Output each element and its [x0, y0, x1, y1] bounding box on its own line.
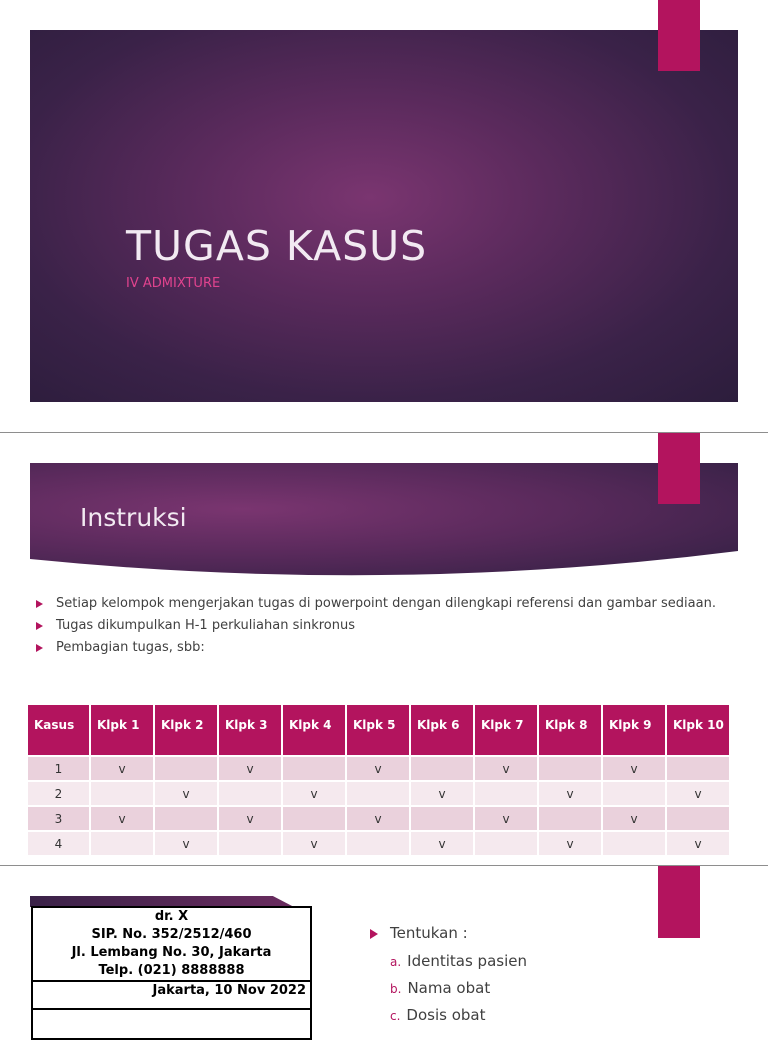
assignment-cell	[282, 756, 346, 781]
assignment-cell: v	[538, 781, 602, 806]
task-item: c. Dosis obat	[390, 1006, 486, 1024]
assignment-cell	[474, 831, 538, 856]
task-heading: Tentukan :	[370, 924, 527, 952]
header-cell: Klpk 7	[474, 704, 538, 756]
table-row	[27, 781, 730, 806]
slide-subtitle: IV ADMIXTURE	[126, 276, 221, 291]
assignment-cell	[410, 806, 474, 831]
assignment-cell	[410, 756, 474, 781]
assignment-cell: v	[474, 756, 538, 781]
assignment-cell: v	[346, 806, 410, 831]
title-slide	[30, 30, 738, 402]
task-item: a. Identitas pasien	[390, 952, 527, 970]
assignment-cell: v	[410, 831, 474, 856]
header-cell: Klpk 5	[346, 704, 410, 756]
prescription-card	[31, 906, 312, 1040]
kasus-cell: 2	[27, 781, 90, 806]
instruction-item: Pembagian tugas, sbb:	[36, 640, 726, 656]
assignment-cell	[474, 781, 538, 806]
assignment-cell	[282, 806, 346, 831]
header-cell: Kasus	[27, 704, 90, 756]
assignment-cell	[154, 806, 218, 831]
assignment-cell	[602, 781, 666, 806]
table-header-row	[27, 704, 730, 756]
assignment-cell	[346, 781, 410, 806]
accent-tab	[658, 866, 700, 938]
assignment-cell	[90, 831, 154, 856]
assignment-cell	[538, 756, 602, 781]
task-item: b. Nama obat	[390, 979, 491, 997]
bullet-arrow-icon	[370, 929, 378, 939]
accent-tab	[658, 433, 700, 504]
assignment-cell: v	[90, 806, 154, 831]
kasus-cell: 3	[27, 806, 90, 831]
header-cell: Klpk 10	[666, 704, 730, 756]
kasus-cell: 4	[27, 831, 90, 856]
assignment-cell: v	[410, 781, 474, 806]
assignment-cell: v	[538, 831, 602, 856]
assignment-cell: v	[602, 806, 666, 831]
assignment-cell: v	[282, 831, 346, 856]
doctor-phone: Telp. (021) 8888888	[98, 963, 245, 978]
prescription-divider	[33, 1008, 310, 1010]
assignment-cell	[90, 781, 154, 806]
assignment-cell	[538, 806, 602, 831]
instruction-item: Setiap kelompok mengerjakan tugas di powerpoint dengan dilengkapi referensi dan gambar sediaan.	[36, 596, 726, 612]
assignment-cell: v	[282, 781, 346, 806]
bullet-arrow-icon	[36, 622, 43, 630]
doctor-sip: SIP. No. 352/2512/460	[91, 927, 252, 942]
assignment-cell: v	[602, 756, 666, 781]
assignment-cell	[218, 831, 282, 856]
assignment-cell	[602, 831, 666, 856]
doctor-name: dr. X	[154, 909, 189, 924]
accent-tab	[658, 0, 700, 71]
assignment-cell	[666, 756, 730, 781]
bullet-arrow-icon	[36, 644, 43, 652]
instruksi-title: Instruksi	[80, 503, 187, 532]
slide-divider	[0, 432, 768, 433]
assignment-cell: v	[90, 756, 154, 781]
assignment-cell: v	[154, 831, 218, 856]
table-row	[27, 831, 730, 856]
prescription-date: Jakarta, 10 Nov 2022	[152, 983, 306, 998]
header-cell: Klpk 2	[154, 704, 218, 756]
task-list	[370, 924, 527, 1033]
assignment-cell	[218, 781, 282, 806]
header-cell: Klpk 6	[410, 704, 474, 756]
header-cell: Klpk 8	[538, 704, 602, 756]
kasus-cell: 1	[27, 756, 90, 781]
assignment-cell: v	[346, 756, 410, 781]
table-row	[27, 756, 730, 781]
slide-title: TUGAS KASUS	[126, 222, 428, 270]
header-cell: Klpk 9	[602, 704, 666, 756]
header-cell: Klpk 1	[90, 704, 154, 756]
doctor-address: Jl. Lembang No. 30, Jakarta	[71, 945, 272, 960]
assignment-cell: v	[154, 781, 218, 806]
instruction-list	[36, 596, 726, 662]
assignment-cell: v	[666, 781, 730, 806]
instruction-item: Tugas dikumpulkan H-1 perkuliahan sinkronus	[36, 618, 726, 634]
assignment-cell: v	[218, 756, 282, 781]
task-assignment-table	[26, 703, 731, 857]
assignment-cell: v	[666, 831, 730, 856]
table-row	[27, 806, 730, 831]
assignment-cell	[666, 806, 730, 831]
assignment-cell	[154, 756, 218, 781]
bullet-arrow-icon	[36, 600, 43, 608]
header-cell: Klpk 3	[218, 704, 282, 756]
header-cell: Klpk 4	[282, 704, 346, 756]
assignment-cell	[346, 831, 410, 856]
assignment-cell: v	[474, 806, 538, 831]
assignment-cell: v	[218, 806, 282, 831]
slide-divider	[0, 865, 768, 866]
